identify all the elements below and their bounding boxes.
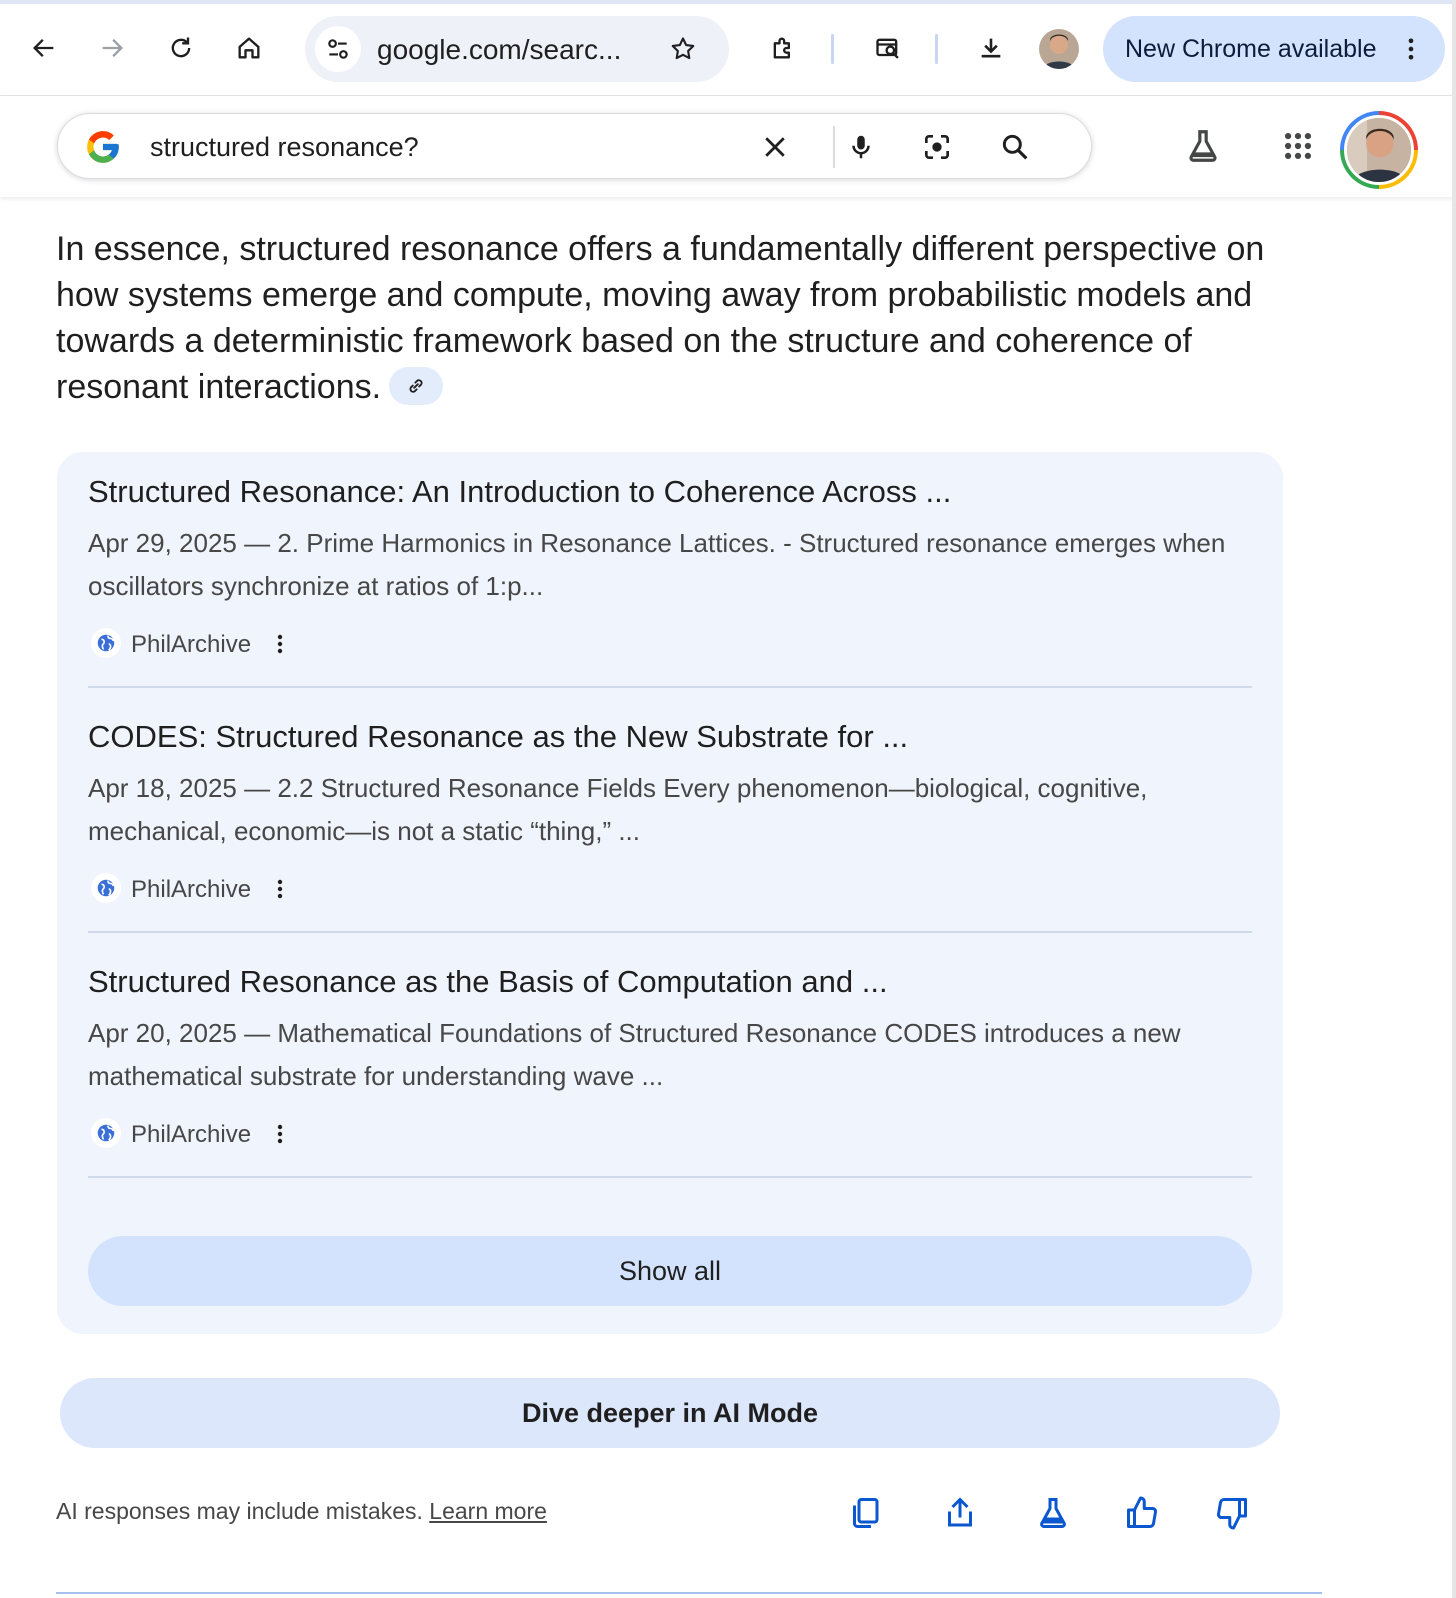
globe-icon — [91, 1118, 121, 1148]
source-title[interactable]: CODES: Structured Resonance as the New Substrate for ... — [88, 719, 909, 754]
source-title[interactable]: Structured Resonance as the Basis of Computation and ... — [88, 964, 888, 999]
show-all-button[interactable]: Show all — [88, 1236, 1252, 1306]
link-icon — [405, 375, 427, 397]
more-options-icon[interactable] — [268, 1116, 292, 1152]
labs-flask-icon[interactable] — [1180, 123, 1226, 169]
citation-link-chip[interactable] — [389, 367, 443, 405]
search-icon[interactable] — [993, 125, 1037, 169]
address-bar[interactable] — [305, 16, 729, 82]
account-avatar[interactable] — [1340, 111, 1418, 189]
source-meta — [88, 1114, 1252, 1154]
source-meta — [88, 869, 1252, 909]
tab-strip-edge — [0, 0, 1456, 4]
microphone-icon[interactable] — [839, 125, 883, 169]
source-item[interactable] — [88, 719, 1252, 909]
new-chrome-available-button[interactable] — [1103, 16, 1445, 82]
ai-disclaimer — [56, 1498, 547, 1525]
thumbs-up-icon[interactable] — [1117, 1488, 1167, 1538]
more-options-icon[interactable] — [268, 626, 292, 662]
thumbs-down-icon[interactable] — [1207, 1488, 1257, 1538]
globe-icon — [91, 873, 121, 903]
more-options-icon[interactable] — [268, 871, 292, 907]
extensions-icon[interactable] — [763, 28, 803, 68]
source-meta — [88, 624, 1252, 664]
apps-grid-icon[interactable] — [1275, 123, 1321, 169]
source-divider — [88, 931, 1252, 933]
globe-icon — [91, 628, 121, 658]
browser-toolbar — [0, 0, 1456, 96]
site-settings-icon[interactable] — [315, 26, 361, 72]
source-snippet: Apr 18, 2025 — 2.2 Structured Resonance Fields Every phenomenon—biological, cognitive, mechanical, economic—is not a static “thing,” ... — [88, 773, 1148, 846]
home-icon[interactable] — [229, 28, 269, 68]
toolbar-divider — [935, 34, 938, 64]
reload-icon[interactable] — [161, 28, 201, 68]
source-item[interactable] — [88, 964, 1252, 1154]
source-snippet: Apr 20, 2025 — Mathematical Foundations of Structured Resonance CODES introduces a new mathematical substrate for understanding wave ... — [88, 1018, 1181, 1091]
learn-more-link[interactable]: Learn more — [429, 1498, 547, 1524]
source-snippet: Apr 29, 2025 — 2. Prime Harmonics in Resonance Lattices. - Structured resonance emerges when oscillators synchronize at ratios of 1:p... — [88, 528, 1226, 601]
labs-flask-icon[interactable] — [1028, 1488, 1078, 1538]
source-title[interactable]: Structured Resonance: An Introduction to Coherence Across ... — [88, 474, 952, 509]
copy-icon[interactable] — [840, 1488, 890, 1538]
search-box[interactable] — [57, 113, 1092, 179]
source-divider — [88, 1176, 1252, 1178]
source-divider — [88, 686, 1252, 688]
overview-summary — [56, 226, 1306, 410]
source-item[interactable] — [88, 474, 1252, 664]
source-site-name: PhilArchive — [131, 1121, 252, 1148]
more-menu-icon[interactable] — [1391, 29, 1431, 69]
download-icon[interactable] — [971, 28, 1011, 68]
source-site-name: PhilArchive — [131, 631, 252, 658]
back-icon[interactable] — [24, 28, 64, 68]
search-input[interactable]: structured resonance? — [150, 132, 419, 162]
summary-text: In essence, structured resonance offers a fundamentally different perspective on how systems emerge and compute, moving away from probabilistic models and towards a deterministic framework based on the structure and coherence of resonant interactions. — [56, 230, 1265, 406]
disclaimer-text: AI responses may include mistakes. — [56, 1498, 423, 1524]
section-divider — [56, 1592, 1322, 1594]
dive-deeper-ai-mode-button[interactable]: Dive deeper in AI Mode — [60, 1378, 1280, 1448]
forward-icon[interactable] — [92, 28, 132, 68]
bookmark-star-icon[interactable] — [663, 29, 703, 69]
toolbar-divider — [831, 34, 834, 64]
google-logo[interactable] — [84, 128, 122, 166]
window-edge — [1452, 0, 1456, 1598]
clear-icon[interactable] — [753, 125, 797, 169]
sources-card — [57, 452, 1283, 1334]
source-site-name: PhilArchive — [131, 876, 252, 903]
new-chrome-label: New Chrome available — [1125, 35, 1377, 63]
search-box-divider — [833, 126, 835, 168]
share-icon[interactable] — [935, 1488, 985, 1538]
lens-tab-search-icon[interactable] — [868, 28, 908, 68]
url-text[interactable]: google.com/searc... — [377, 34, 622, 65]
lens-camera-icon[interactable] — [915, 125, 959, 169]
search-header — [0, 97, 1456, 197]
profile-avatar[interactable] — [1039, 29, 1079, 69]
